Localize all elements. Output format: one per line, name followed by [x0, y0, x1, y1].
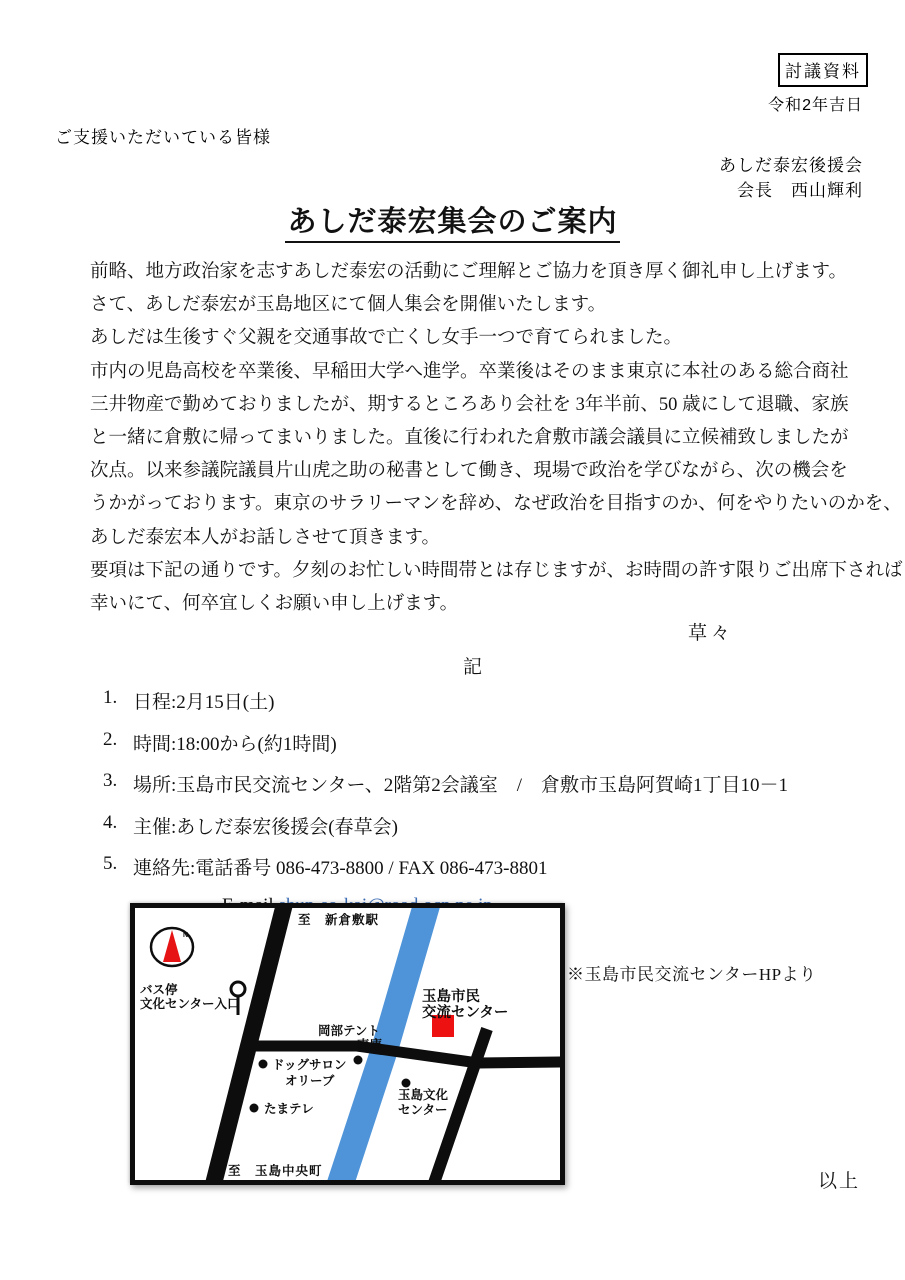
list-item-text: 主催:あしだ泰宏後援会(春草会): [133, 816, 398, 838]
body-line: 次点。以来参議院議員片山虎之助の秘書として働き、現場で政治を学びながら、次の機会を: [90, 461, 848, 482]
map-label-bunka-1: 玉島文化: [398, 1088, 449, 1102]
list-item-number: 2.: [103, 728, 118, 750]
list-item-date: [103, 687, 788, 714]
list-item-time: [103, 729, 788, 756]
list-item-text: 場所:玉島市民交流センター、2階第2会議室 / 倉敷市玉島阿賀崎1丁目10－1: [133, 775, 789, 796]
access-map-svg: [135, 908, 560, 1180]
details-list: [103, 687, 788, 917]
bunka-center-dot: [402, 1079, 411, 1088]
body-paragraphs: [90, 256, 903, 621]
list-item-number: 5.: [103, 853, 118, 874]
map-label-tent-2: 車庫: [357, 1038, 383, 1052]
map-label-center-2: 交流センター: [422, 1005, 509, 1021]
list-item-text: 時間:18:00から(約1時間): [133, 733, 337, 755]
list-item-place: [103, 770, 788, 797]
list-item-text: 連絡先:電話番号 086-473-8800 / FAX 086-473-8801: [133, 858, 548, 879]
map-label-to-station: 至 新倉敷駅: [298, 913, 380, 927]
list-item-organizer: [103, 812, 788, 839]
discussion-material-tag: 討議資料: [778, 53, 868, 87]
page-title: [0, 199, 905, 240]
body-line: 市内の児島高校を卒業後、早稲田大学へ進学。卒業後はそのまま東京に本社のある総合商社: [90, 361, 849, 382]
body-line: 要項は下記の通りです。夕刻のお忙しい時間帯とは存じますが、お時間の許す限りご出席下されば: [90, 560, 903, 581]
dog-salon-dot: [259, 1060, 268, 1069]
supporter-association-name: あしだ泰宏後援会: [719, 156, 863, 175]
map-source-note: ※玉島市民交流センターHPより: [567, 965, 817, 984]
compass-icon: [151, 928, 193, 966]
body-line: と一緒に倉敷に帰ってまいりました。直後に行われた倉敷市議会議員に立候補致しましたが: [90, 428, 849, 449]
end-marker-ijou: 以上: [818, 1171, 861, 1192]
list-item-contact: [103, 853, 788, 880]
list-item-number: 3.: [103, 770, 118, 791]
map-label-to-chuo: 至 玉島中央町: [228, 1164, 323, 1178]
list-item-text: 日程:2月15日(土): [133, 692, 275, 713]
body-line: あしだは生後すぐ父親を交通事故で亡くし女手一つで育てられました。: [90, 328, 683, 349]
list-item-number: 1.: [103, 687, 118, 708]
map-label-bus-stop-1: バス停: [140, 983, 178, 997]
closing-soso: 草々: [688, 623, 735, 644]
map-label-center-1: 玉島市民: [422, 989, 480, 1005]
map-label-bunka-2: センター: [398, 1103, 448, 1117]
body-line: 三井物産で勤めておりましたが、期するところあり会社を 3年半前、50 歳にして退職、家族: [90, 394, 849, 415]
map-label-dog-salon-2: オリーブ: [285, 1074, 335, 1088]
map-label-tamatele: たまテレ: [264, 1102, 314, 1116]
record-marker-ki: 記: [462, 657, 482, 678]
map-label-dog-salon-1: ドッグサロン: [272, 1058, 347, 1072]
map-label-bus-stop-2: 文化センター入口: [140, 997, 240, 1011]
tent-dot: [354, 1056, 363, 1065]
map-label-tent-1: 岡部テント: [318, 1024, 380, 1038]
page-title-text: あしだ泰宏集会のご案内: [285, 206, 619, 243]
list-item-number: 4.: [103, 811, 118, 833]
chairman-name: 会長 西山輝利: [737, 181, 863, 200]
access-map: [130, 903, 565, 1185]
body-line: うかがっております。東京のサラリーマンを辞め、なぜ政治を目指すのか、何をやりたいのかを、: [90, 494, 902, 515]
body-line: 前略、地方政治家を志すあしだ泰宏の活動にご理解とご協力を頂き厚く御礼申し上げます。: [90, 262, 848, 282]
recipient-line: ご支援いただいている皆様: [55, 128, 271, 147]
svg-text:N: N: [183, 932, 189, 939]
date-line: 令和2年吉日: [768, 97, 863, 114]
body-line: さて、あしだ泰宏が玉島地区にて個人集会を開催いたします。: [90, 295, 607, 316]
body-line: 幸いにて、何卒宜しくお願い申し上げます。: [90, 594, 459, 615]
body-line: あしだ泰宏本人がお話しさせて頂きます。: [90, 527, 441, 548]
tamatele-dot: [250, 1104, 259, 1113]
